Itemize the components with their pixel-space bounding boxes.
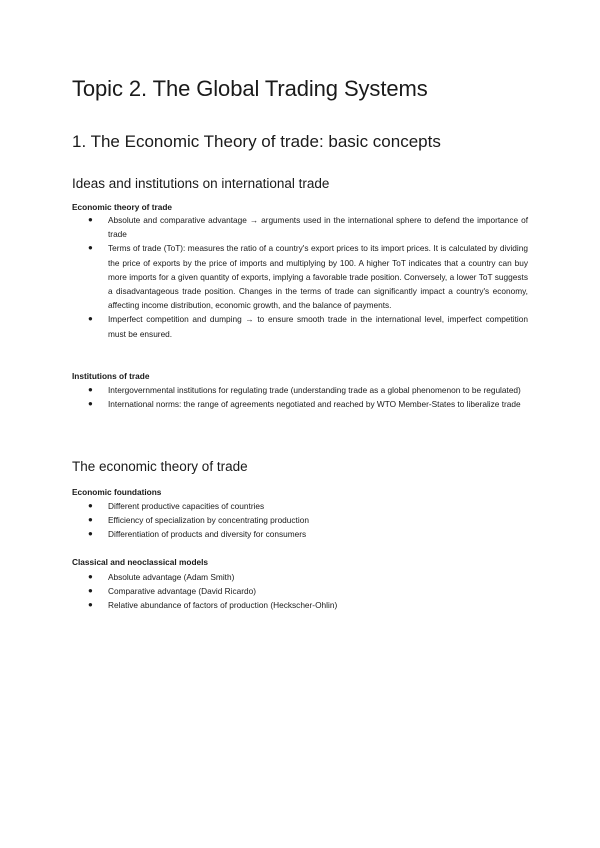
list-item: ● Differentiation of products and diversity for consumers bbox=[72, 527, 528, 541]
list-economic-foundations bbox=[72, 499, 528, 542]
label-institutions: Institutions of trade bbox=[72, 371, 150, 381]
bullet-icon: ● bbox=[88, 572, 93, 581]
section-heading: 1. The Economic Theory of trade: basic concepts bbox=[72, 132, 441, 151]
label-classical-models: Classical and neoclassical models bbox=[72, 557, 209, 567]
label-economic-theory: Economic theory of trade bbox=[72, 202, 173, 212]
bullet-icon: ● bbox=[88, 600, 93, 610]
bullet-icon: ● bbox=[88, 243, 93, 253]
page-title: Topic 2. The Global Trading Systems bbox=[72, 76, 428, 101]
list-economic-theory bbox=[72, 213, 528, 341]
bullet-icon: ● bbox=[88, 399, 93, 409]
bullet-icon: ● bbox=[88, 215, 93, 224]
bullet-icon: ● bbox=[88, 529, 93, 539]
list-item: ● Efficiency of specialization by concentrating production bbox=[72, 513, 528, 527]
subsection-heading-economic-theory: The economic theory of trade bbox=[72, 459, 248, 474]
list-item: ● Intergovernmental institutions for regulating trade (understanding trade as a global phenomenon to be regulated) bbox=[72, 383, 528, 397]
bullet-icon: ● bbox=[88, 314, 93, 324]
list-item: ● International norms: the range of agreements negotiated and reached by WTO Member-States to liberalize trade bbox=[72, 397, 528, 411]
list-item: ● Terms of trade (ToT): measures the ratio of a country's export prices to its import prices. It is calculated by dividing the price of exports by the price of imports and multiplying by 100. A higher ToT indicates that a country can buy more imports for a given quantity of exports, implying a favorable trade position. Conversely, a lower ToT suggests a disadvantageous trade position. Changes in the terms of trade can significantly impact a country's economy, affecting income distribution, economic growth, and the balance of payments. bbox=[88, 243, 528, 311]
bullet-icon: ● bbox=[88, 385, 93, 394]
label-economic-foundations: Economic foundations bbox=[72, 487, 162, 497]
list-item: ● Comparative advantage (David Ricardo) bbox=[72, 584, 528, 598]
list-item: ● Relative abundance of factors of production (Heckscher-Ohlin) bbox=[72, 598, 528, 612]
list-item: ● Different productive capacities of countries bbox=[72, 499, 528, 513]
list-item: ● Absolute advantage (Adam Smith) bbox=[72, 570, 528, 584]
list-item: ● Imperfect competition and dumping → to ensure smooth trade in the international level, imperfect competition must be ensured. bbox=[88, 314, 528, 339]
bullet-icon: ● bbox=[88, 586, 93, 596]
list-item: ● Absolute and comparative advantage → arguments used in the international sphere to defend the importance of trade bbox=[88, 215, 528, 240]
bullet-icon: ● bbox=[88, 515, 93, 525]
list-institutions bbox=[72, 383, 528, 411]
bullet-icon: ● bbox=[88, 501, 93, 510]
list-classical-models bbox=[72, 570, 528, 613]
subsection-heading-ideas: Ideas and institutions on international trade bbox=[72, 176, 330, 191]
